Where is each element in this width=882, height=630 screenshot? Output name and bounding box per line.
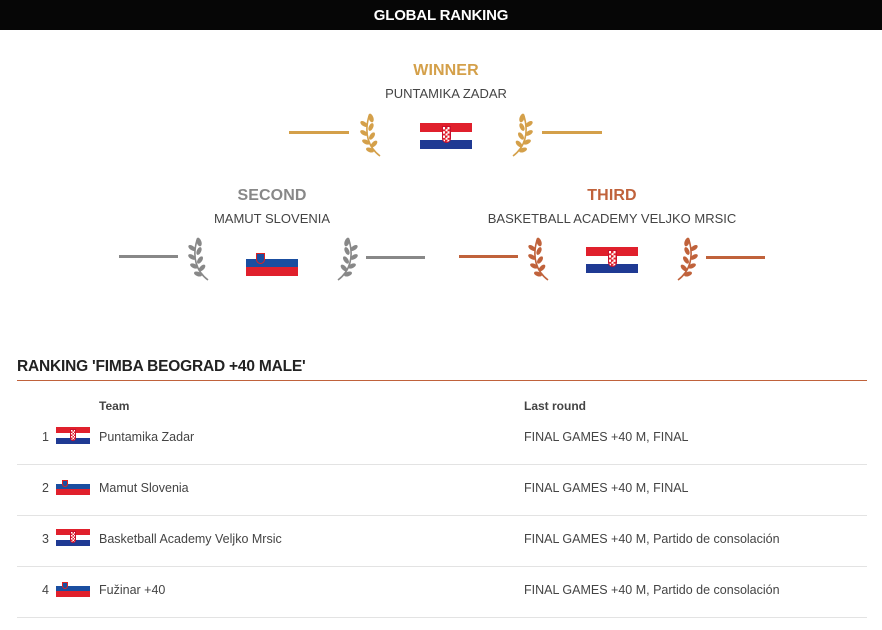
laurel-right-icon: [332, 237, 358, 281]
winner-team-name: PUNTAMIKA ZADAR: [385, 86, 507, 101]
team-name-cell[interactable]: Puntamika Zadar: [99, 430, 195, 444]
third-block: [457, 187, 767, 226]
table-row[interactable]: [17, 465, 867, 516]
second-block: [117, 187, 427, 226]
column-header-team: Team: [99, 399, 130, 413]
winner-line-left: [289, 131, 349, 134]
laurel-left-icon: [360, 113, 386, 157]
column-header-last-round: Last round: [524, 399, 586, 413]
third-team-name: BASKETBALL ACADEMY VELJKO MRSIC: [487, 211, 737, 226]
ranking-title: RANKING 'FIMBA BEOGRAD +40 MALE': [17, 358, 306, 375]
croatia-flag: [56, 529, 90, 546]
second-label: SECOND: [237, 187, 307, 204]
croatia-flag: [586, 247, 638, 273]
rank-number: 2: [42, 481, 49, 495]
winner-label: WINNER: [413, 62, 479, 79]
winner-block: [291, 62, 601, 101]
page-title: GLOBAL RANKING: [373, 6, 509, 24]
rank-number: 1: [42, 430, 49, 444]
third-line-right: [706, 256, 765, 259]
ranking-divider: [17, 380, 867, 381]
rank-number: 3: [42, 532, 49, 546]
table-row[interactable]: [17, 567, 867, 618]
second-line-left: [119, 255, 178, 258]
last-round-cell: FINAL GAMES +40 M, FINAL: [524, 430, 689, 444]
second-team-name: MAMUT SLOVENIA: [213, 211, 331, 226]
winner-line-right: [542, 131, 602, 134]
laurel-left-icon: [188, 237, 214, 281]
team-name-cell[interactable]: Basketball Academy Veljko Mrsic: [99, 532, 282, 546]
team-name-cell[interactable]: Fužinar +40: [99, 583, 166, 597]
last-round-cell: FINAL GAMES +40 M, FINAL: [524, 481, 689, 495]
laurel-right-icon: [507, 113, 533, 157]
croatia-flag: [420, 123, 472, 149]
table-row[interactable]: [17, 516, 867, 567]
rank-number: 4: [42, 583, 49, 597]
header-bar: [0, 0, 882, 30]
slovenia-flag: [246, 250, 298, 276]
slovenia-flag: [56, 580, 90, 597]
third-label: THIRD: [587, 187, 637, 204]
team-name-cell[interactable]: Mamut Slovenia: [99, 481, 189, 495]
croatia-flag: [56, 427, 90, 444]
laurel-left-icon: [528, 237, 554, 281]
last-round-cell: FINAL GAMES +40 M, Partido de consolación: [524, 583, 780, 597]
table-row[interactable]: [17, 414, 867, 465]
third-line-left: [459, 255, 518, 258]
last-round-cell: FINAL GAMES +40 M, Partido de consolación: [524, 532, 780, 546]
slovenia-flag: [56, 478, 90, 495]
second-line-right: [366, 256, 425, 259]
laurel-right-icon: [672, 237, 698, 281]
